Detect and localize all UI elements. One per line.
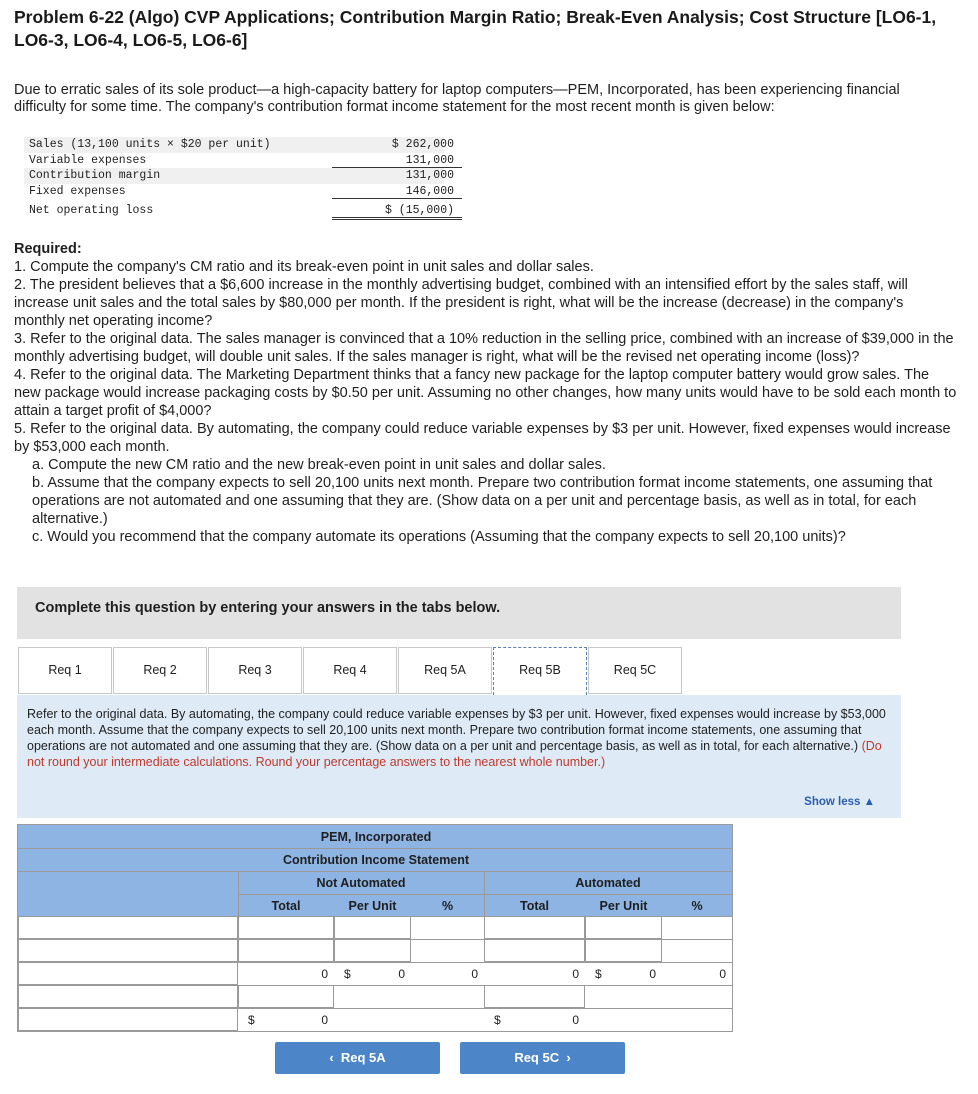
- automated-header: Automated: [575, 876, 641, 890]
- total-input[interactable]: [238, 917, 334, 939]
- table-row: [17, 917, 733, 940]
- row-label-input[interactable]: [18, 986, 238, 1008]
- row-label-input[interactable]: [18, 963, 238, 985]
- total-input[interactable]: [238, 986, 334, 1008]
- table-row: [17, 940, 733, 963]
- statement-value: 131,000: [405, 169, 454, 182]
- table-row: [17, 1009, 733, 1032]
- total-input[interactable]: [484, 917, 585, 939]
- statement-value: 131,000: [332, 154, 462, 168]
- statement-row: [24, 137, 454, 153]
- prev-req-button[interactable]: [275, 1042, 440, 1074]
- next-req-button[interactable]: [460, 1042, 625, 1074]
- question-text: [27, 706, 889, 770]
- requirement-5a: a. Compute the new CM ratio and the new break-even point in unit sales and dollar sales.: [32, 457, 606, 473]
- company-name: PEM, Incorporated: [320, 830, 432, 844]
- col-total-header: Total: [520, 899, 549, 913]
- col-percent-header: %: [441, 899, 454, 913]
- percent-cell: [411, 917, 484, 939]
- tab-req-4[interactable]: Req 4: [303, 647, 397, 694]
- required-section: [14, 240, 958, 546]
- per-unit-input[interactable]: [585, 940, 662, 962]
- statement-row: [24, 153, 454, 169]
- requirement-2: 2. The president believes that a $6,600 increase in the monthly advertising budget, combined with an intensified effort by the sales staff, will increase unit sales and the total sales by $80,000 per month. If the president is right, what will be the increase (decrease) in the company's monthly net operating income?: [14, 277, 908, 329]
- empty-cell: [585, 986, 732, 1008]
- required-heading: Required:: [14, 241, 82, 257]
- requirement-1: 1. Compute the company's CM ratio and its break-even point in unit sales and dollar sales.: [14, 259, 594, 275]
- statement-value: 146,000: [332, 185, 462, 199]
- tab-req-3[interactable]: Req 3: [208, 647, 302, 694]
- requirement-5b: b. Assume that the company expects to sell 20,100 units next month. Prepare two contribution format income statements, one assuming that operations are not automated and one assuming that they are. (Show data on a per unit and percentage basis, as well as in total, for each alternative.): [32, 475, 933, 527]
- empty-cell: [334, 986, 484, 1008]
- next-button-label: Req 5C: [514, 1050, 560, 1065]
- col-percent-header: %: [691, 899, 703, 913]
- total-input[interactable]: [484, 986, 585, 1008]
- col-per-unit-header: Per Unit: [348, 899, 397, 913]
- income-statement-worksheet: [17, 824, 733, 1032]
- income-statement: [24, 137, 454, 219]
- empty-cell: [585, 1009, 732, 1031]
- prev-button-label: Req 5A: [340, 1050, 386, 1065]
- percent-value: 0: [471, 967, 478, 981]
- requirement-4: 4. Refer to the original data. The Marketing Department thinks that a fancy new package for the laptop computer battery would grow sales. The new package would increase packaging costs by $0.50 per unit. Assuming no other changes, how many units would have to be sold each month to attain a target profit of $4,000?: [14, 367, 957, 419]
- tab-req-2[interactable]: Req 2: [113, 647, 207, 694]
- per-unit-input[interactable]: [334, 917, 411, 939]
- total-value: $ 0: [494, 1013, 579, 1027]
- question-panel: [17, 695, 901, 818]
- statement-label: Fixed expenses: [29, 184, 126, 198]
- tab-req-1[interactable]: Req 1: [18, 647, 112, 694]
- rounding-note: (Do not round your intermediate calculations. Round your percentage answers to the nearest whole number.): [27, 739, 882, 769]
- requirement-tabs: [18, 647, 901, 694]
- percent-cell: [662, 940, 732, 962]
- statement-value: $ (15,000): [332, 204, 462, 220]
- tab-req-5b[interactable]: Req 5B: [493, 647, 587, 695]
- statement-label: Sales (13,100 units × $20 per unit): [29, 138, 271, 151]
- statement-label: Contribution margin: [29, 169, 161, 182]
- percent-cell: [662, 917, 732, 939]
- table-row: [17, 986, 733, 1009]
- statement-row: [24, 203, 454, 219]
- tab-req-5c[interactable]: Req 5C: [588, 647, 682, 694]
- not-automated-header: Not Automated: [316, 876, 406, 890]
- chevron-left-icon: ‹: [329, 1050, 334, 1065]
- per-unit-input[interactable]: [334, 940, 411, 962]
- percent-value: 0: [719, 967, 726, 981]
- statement-title: Contribution Income Statement: [282, 853, 470, 867]
- per-unit-value: $ 0: [344, 967, 405, 981]
- statement-value: $ 262,000: [391, 138, 454, 151]
- requirement-5: 5. Refer to the original data. By automating, the company could reduce variable expenses by $3 per unit. However, fixed expenses would increase by $53,000 each month.: [14, 421, 951, 455]
- col-per-unit-header: Per Unit: [599, 899, 648, 913]
- instructions-banner: [17, 587, 901, 639]
- empty-cell: [334, 1009, 484, 1031]
- total-value: 0: [572, 967, 579, 981]
- per-unit-value: $ 0: [595, 967, 656, 981]
- show-less-link[interactable]: Show less ▲: [804, 796, 875, 808]
- statement-row: [24, 168, 454, 184]
- chevron-right-icon: ›: [566, 1050, 571, 1065]
- row-label-input[interactable]: [18, 917, 238, 939]
- problem-title: Problem 6-22 (Algo) CVP Applications; Contribution Margin Ratio; Break-Even Analysis; Cost Structure [LO6-1, LO6-3, LO6-4, LO6-5, LO6-6]: [14, 7, 937, 50]
- requirement-3: 3. Refer to the original data. The sales manager is convinced that a 10% reduction in the selling price, combined with an increase of $39,000 in the monthly advertising budget, will double unit sales. If the sales manager is right, what will be the revised net operating income (loss)?: [14, 331, 954, 365]
- banner-text: Complete this question by entering your answers in the tabs below.: [35, 600, 501, 616]
- per-unit-input[interactable]: [585, 917, 662, 939]
- percent-cell: [411, 940, 484, 962]
- total-input[interactable]: [484, 940, 585, 962]
- tab-req-5a[interactable]: Req 5A: [398, 647, 492, 694]
- table-row: [17, 963, 733, 986]
- statement-row: [24, 184, 454, 200]
- requirement-5c: c. Would you recommend that the company automate its operations (Assuming that the company expects to sell 20,100 units)?: [32, 529, 846, 545]
- col-total-header: Total: [271, 899, 301, 913]
- total-value: 0: [321, 967, 328, 981]
- row-label-input[interactable]: [18, 940, 238, 962]
- question-body: Refer to the original data. By automating, the company could reduce variable expenses by $3 per unit. However, fixed expenses would increase by $53,000 each month. Assume that the company expects to sell 20,100 units next month. Prepare two contribution format income statements, one assuming that operations are not automated and one assuming that they are. (Show data on a per unit and percentage basis, as well as in total, for each alternative.): [27, 707, 886, 753]
- worksheet-header: [17, 824, 733, 917]
- statement-label: Variable expenses: [29, 153, 147, 167]
- total-input[interactable]: [238, 940, 334, 962]
- total-value: $ 0: [248, 1013, 328, 1027]
- statement-label: Net operating loss: [29, 204, 154, 217]
- row-label-input[interactable]: [18, 1009, 238, 1031]
- problem-intro: Due to erratic sales of its sole product—a high-capacity battery for laptop computers—PEM, Incorporated, has been experiencing financial difficulty for some time. The company's contribution format income statement for the most recent month is given below:: [14, 82, 900, 115]
